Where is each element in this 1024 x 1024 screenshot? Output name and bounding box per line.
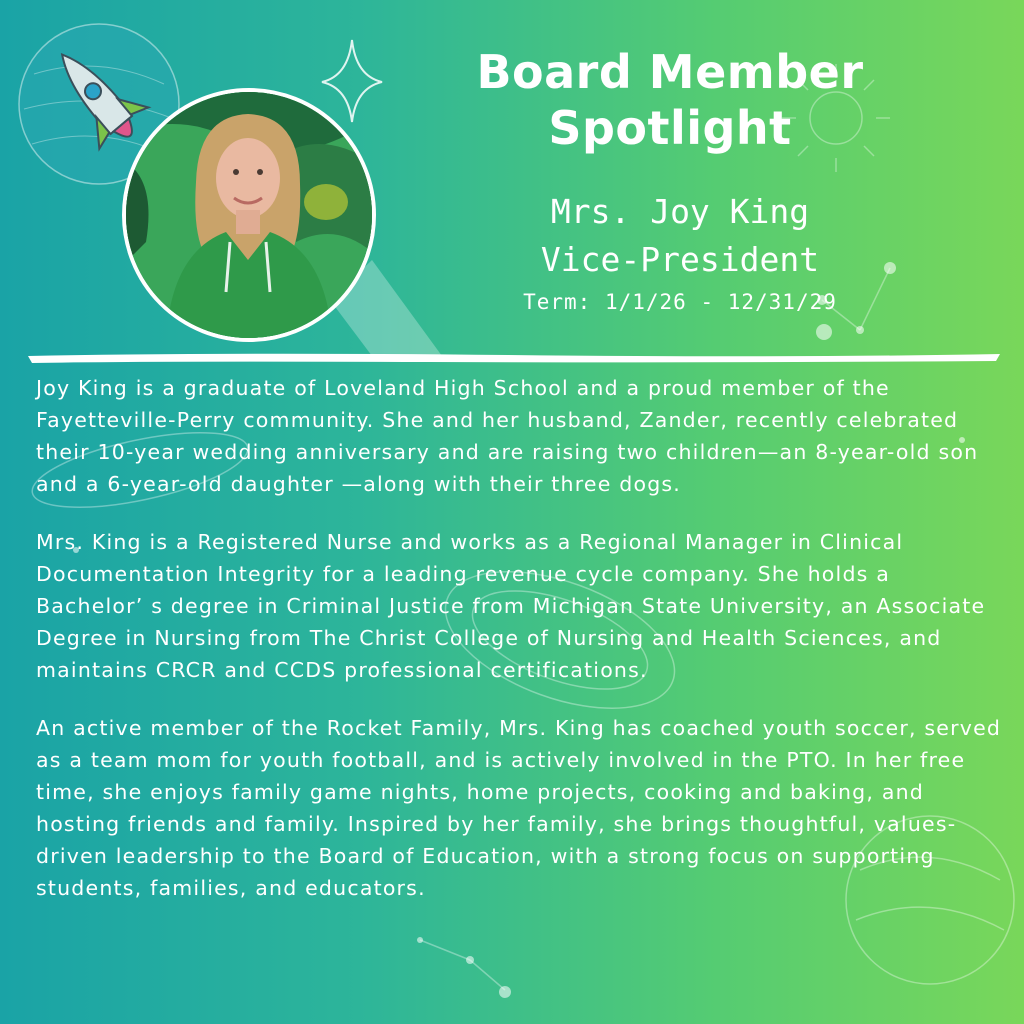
bio-paragraph-3: An active member of the Rocket Family, Mrs. King has coached youth soccer, served as a team mom for youth football, and is actively involved in the PTO. In her free time, she enjoys family game nights, home projects, cooking and baking, and hosting friends and family. Inspired by her family, she brings thoughtful, values-driven leadership to the Board of Education, with a strong focus on supporting students, families, and educators. [36,716,1002,900]
portrait-photo [122,88,376,342]
biography [36,372,1004,904]
bio-paragraph-2: Mrs. King is a Registered Nurse and works as a Regional Manager in Clinical Documentation Integrity for a leading revenue cycle company. She holds a Bachelor’ s degree in Criminal Justice from Michigan State University, an Associate Degree in Nursing from The Christ College of Nursing and Health Sciences, and maintains CRCR and CCDS professional certifications. [36,530,986,682]
title-line-2: Spotlight [548,101,792,155]
member-name: Mrs. Joy King [550,192,810,231]
member-role: Vice-President [540,240,820,279]
member-term: Term: 1/1/26 - 12/31/29 [523,290,837,314]
brush-divider [28,350,1000,366]
bio-paragraph-1: Joy King is a graduate of Loveland High School and a proud member of the Fayetteville-Perry community. She and her husband, Zander, recently celebrated their 10-year wedding anniversary and are raising two children—an 8-year-old son and a 6-year-old daughter —along with their three dogs. [36,376,979,496]
sparkle-star-icon [322,40,382,122]
title-line-1: Board Member [476,45,864,99]
page-title [420,44,920,156]
